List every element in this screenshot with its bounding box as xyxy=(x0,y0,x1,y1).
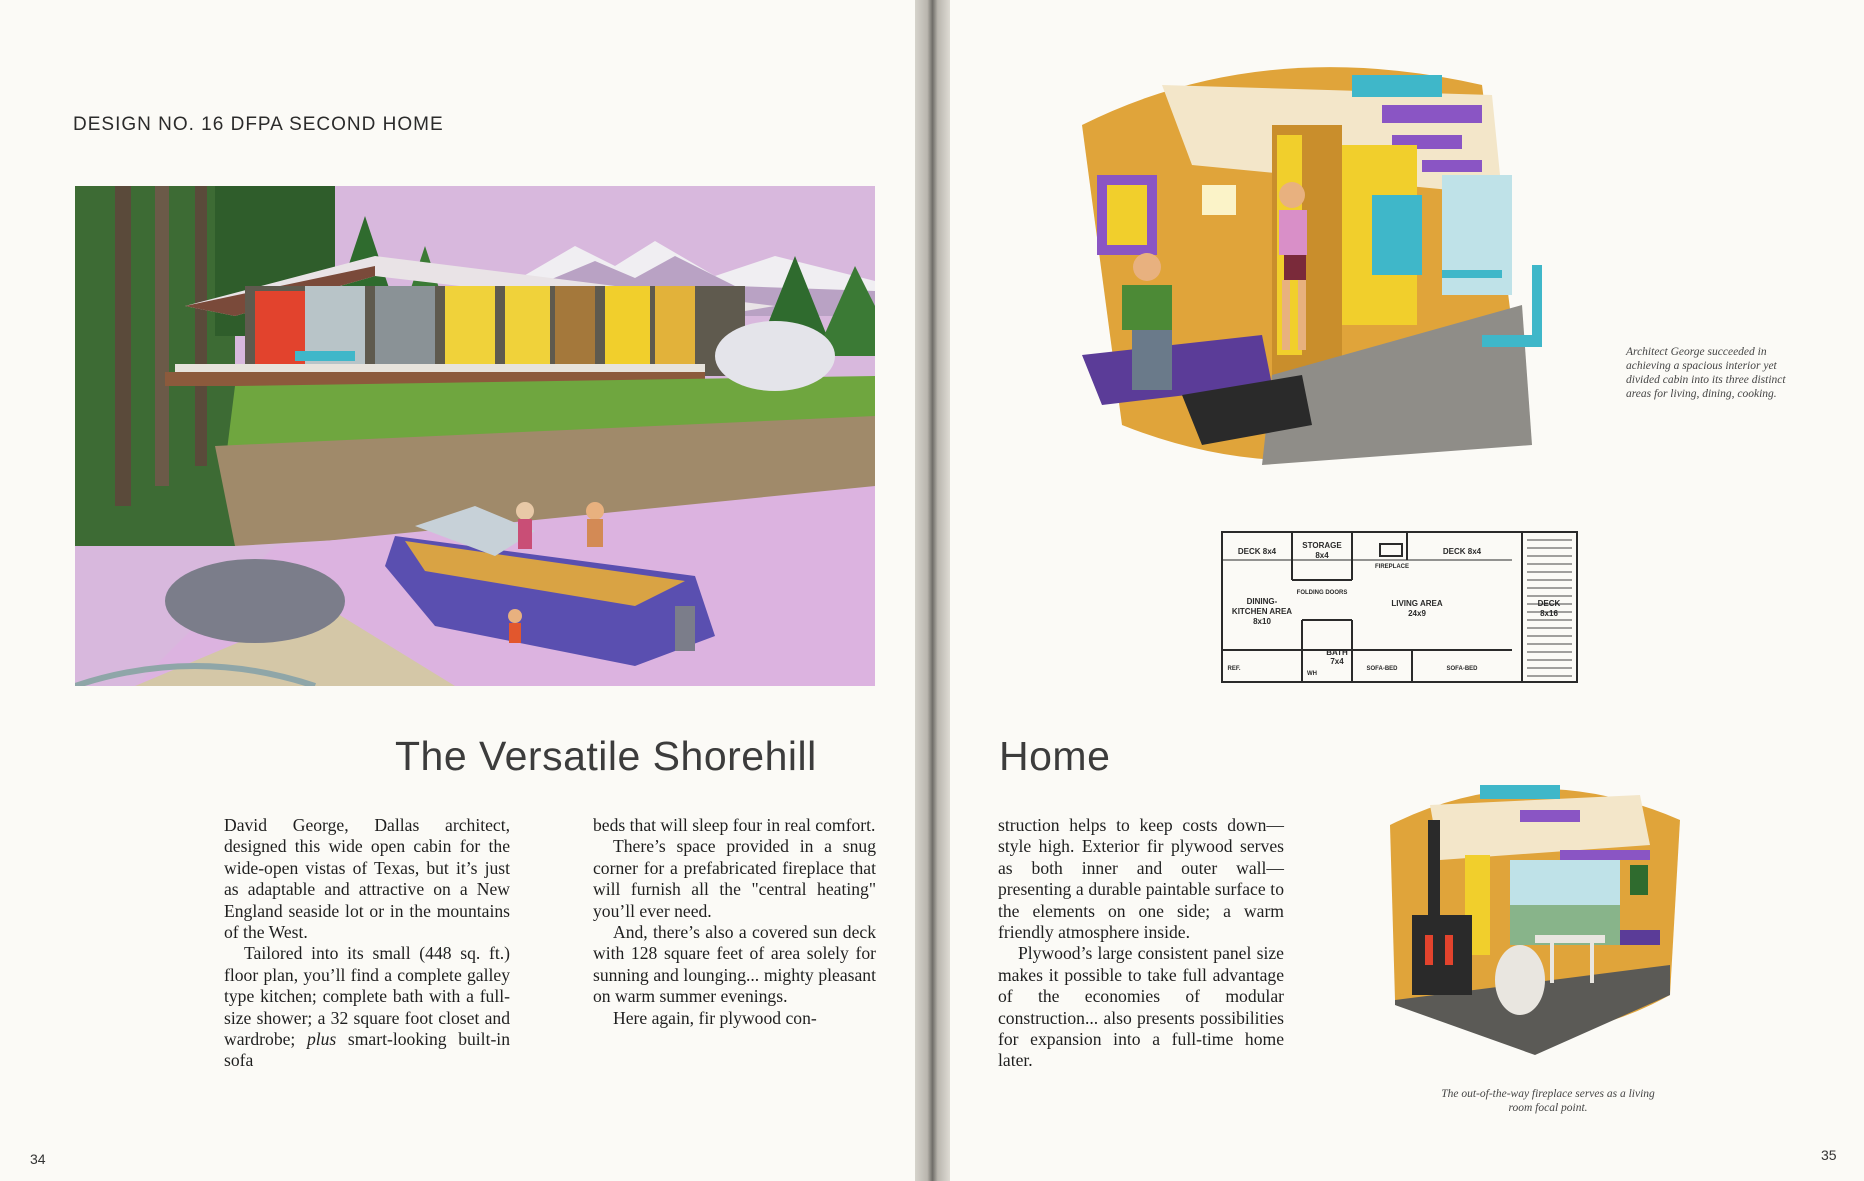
plan-label-deck-top-right: DECK 8x4 xyxy=(1442,547,1482,556)
plan-label-bath-size: 7x4 xyxy=(1330,657,1344,666)
fireplace-illustration xyxy=(1370,765,1700,1055)
plan-label-dining-2: KITCHEN AREA xyxy=(1231,607,1293,616)
left-page xyxy=(0,0,915,1181)
plan-label-fireplace: FIREPLACE xyxy=(1374,564,1410,570)
plan-label-sofa-bed-2: SOFA-BED xyxy=(1446,666,1478,672)
paragraph-1: David George, Dallas architect, designed this wide open cabin for the wide-open vistas of Texas, but it’s just as adaptable and attractive on a New England seaside lot or in the mountains of the West. xyxy=(224,815,510,943)
plan-label-wh: WH xyxy=(1307,671,1317,677)
plan-label-dining-size: 8x10 xyxy=(1253,617,1271,626)
plan-label-deck-right-size: 8x16 xyxy=(1540,609,1558,618)
book-gutter xyxy=(915,0,950,1181)
plan-label-folding-doors: FOLDING DOORS xyxy=(1296,590,1348,596)
plan-label-living-size: 24x9 xyxy=(1408,609,1426,618)
paragraph-5: And, there’s also a covered sun deck with 128 square feet of area solely for sunning and lounging... mighty pleasant on warm summer evenings. xyxy=(593,922,876,1007)
plan-label-storage: STORAGE xyxy=(1302,541,1342,550)
plan-label-living: LIVING AREA xyxy=(1391,599,1443,608)
paragraph-7: struction helps to keep costs down—style high. Exterior fir plywood serves as both inner and outer wall—presenting a durable paintable surface to the elements on one side; a warm friendly atmosphere inside. xyxy=(998,815,1284,943)
plan-label-deck-right: DECK xyxy=(1537,599,1561,608)
plan-label-deck-left: DECK 8x4 xyxy=(1237,547,1277,556)
body-column-3 xyxy=(998,815,1284,1072)
paragraph-4: There’s space provided in a snug corner for a prefabricated fireplace that will furnish all the "central heating" you’ll ever need. xyxy=(593,836,876,921)
plan-label-storage-size: 8x4 xyxy=(1315,551,1329,560)
page-number-left: 34 xyxy=(30,1151,46,1167)
article-title-left: The Versatile Shorehill xyxy=(395,733,817,779)
plan-label-dining-1: DINING- xyxy=(1246,597,1278,606)
paragraph-8: Plywood’s large consistent panel size makes it possible to take full advantage of the economies of modular construction... also presents possibilities for expansion into a full-time home later. xyxy=(998,943,1284,1071)
plan-label-bath: BATH xyxy=(1326,648,1348,657)
body-column-2 xyxy=(593,815,876,1029)
page-number-right: 35 xyxy=(1821,1147,1837,1163)
plan-label-ref: REF. xyxy=(1227,666,1241,672)
design-header: DESIGN NO. 16 DFPA SECOND HOME xyxy=(73,114,444,135)
body-column-1 xyxy=(224,815,510,1072)
interior-illustration xyxy=(1062,45,1562,480)
paragraph-3: beds that will sleep four in real comfort. xyxy=(593,815,876,835)
paragraph-6: Here again, fir plywood con- xyxy=(613,1007,817,1028)
interior-caption: Architect George succeeded in achieving a spacious interior yet divided cabin into its three distinct areas for living, dining, cooking. xyxy=(1626,346,1786,400)
floor-plan xyxy=(1212,520,1632,695)
article-title-right: Home xyxy=(999,733,1111,779)
cabin-illustration xyxy=(75,186,875,686)
right-page xyxy=(950,0,1864,1181)
plan-label-sofa-bed-1: SOFA-BED xyxy=(1366,666,1398,672)
paragraph-2: Tailored into its small (448 sq. ft.) floor plan, you’ll find a complete galley type kitchen; complete bath with a full-size shower; a 32 square foot closet and wardrobe; plus smart-looking built-in sofa xyxy=(224,943,510,1071)
fireplace-caption: The out-of-the-way fireplace serves as a living room focal point. xyxy=(1441,1088,1655,1114)
